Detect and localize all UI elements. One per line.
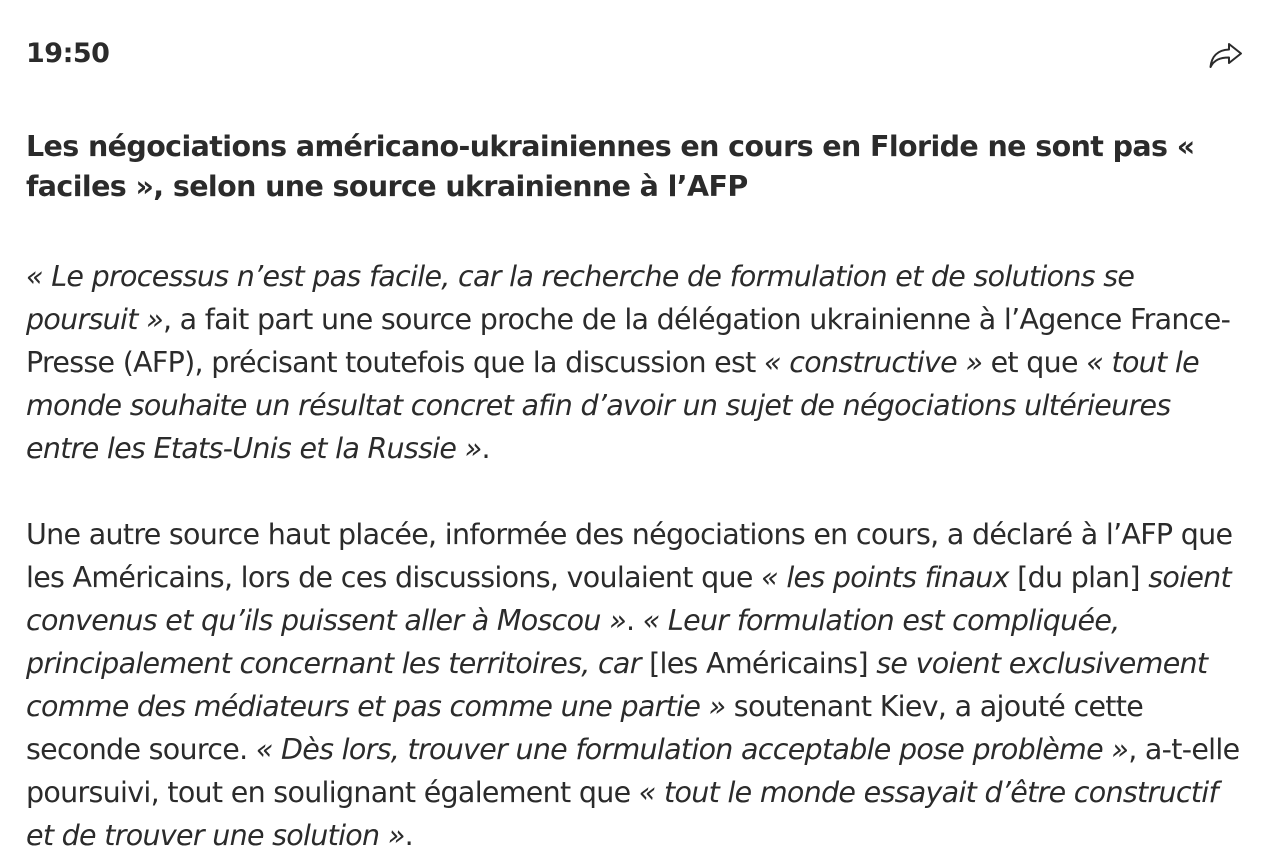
quote-segment: « tout le monde souhaite un résultat concret afin d’avoir un sujet de négociations ultérieures entre les Etats-Unis et la Russie » [26, 346, 1199, 465]
post-header [26, 0, 1248, 110]
post-paragraph-1 [26, 255, 1248, 470]
quote-segment: « Leur formulation est compliquée, principalement concernant les territoires, car [26, 604, 1120, 680]
share-button[interactable] [1208, 38, 1244, 72]
quote-segment: se voient exclusivement comme des médiateurs et pas comme une partie » [26, 647, 1208, 723]
quote-segment: « Le processus n’est pas facile, car la recherche de formulation et de solutions se poursuit » [26, 260, 1135, 336]
text-segment: et que [982, 346, 1087, 379]
post-paragraph-2 [26, 513, 1248, 857]
post-title: Les négociations américano-ukrainiennes en cours en Floride ne sont pas « faciles », selon une source ukrainienne à l’AFP [26, 130, 1195, 203]
text-segment: . [625, 604, 643, 637]
quote-segment: « les points finaux [761, 561, 1018, 594]
quote-segment: soient convenus et qu’ils puissent aller à Moscou » [26, 561, 1231, 637]
text-segment: Une autre source haut placée, informée des négociations en cours, a déclaré à l’AFP que les Américains, lors de ces discussions, voulaient que [26, 518, 1233, 594]
share-arrow-icon [1208, 38, 1244, 72]
live-post [26, 0, 1248, 857]
text-segment: . [481, 432, 490, 465]
quote-segment: « constructive » [764, 346, 983, 379]
text-segment: . [404, 819, 414, 852]
quote-segment: « Dès lors, trouver une formulation acceptable pose problème » [255, 733, 1129, 766]
text-segment: [du plan] [1017, 561, 1149, 594]
quote-segment: « tout le monde essayait d’être constructif et de trouver une solution » [26, 776, 1218, 852]
text-segment: , a fait part une source proche de la délégation ukrainienne à l’Agence France-Presse (AFP), précisant toutefois que la discussion est [26, 303, 1231, 379]
post-time: 19:50 [26, 38, 110, 69]
text-segment: soutenant Kiev, a ajouté cette seconde source. [26, 690, 1144, 766]
text-segment: [les Américains] [649, 647, 877, 680]
text-segment: , a-t-elle poursuivi, tout en soulignant également que [26, 733, 1240, 809]
